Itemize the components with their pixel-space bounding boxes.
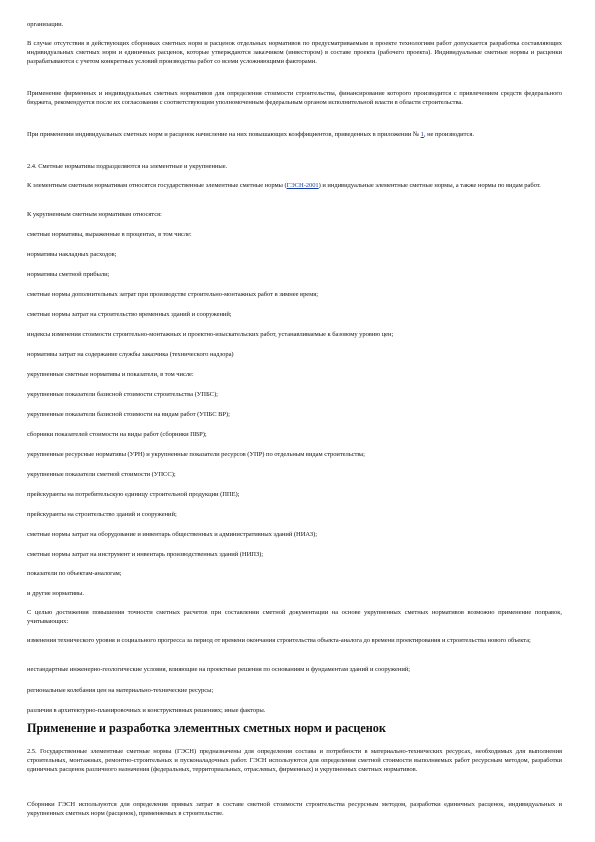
- list-item: изменения технического уровня и социального прогресса за период от времени окончания строительства объекта-аналога до времени проектирования и строительства нового объекта;: [27, 637, 531, 644]
- paragraph-text: ) и индивидуальные элементные сметные нормы, а также нормы по видам работ.: [318, 182, 541, 189]
- list-item: укрупненные ресурсные нормативы (УРН) и укрупненные показатели ресурсов (УПР) по отдельным видам строительства;: [27, 451, 365, 458]
- list-item: укрупненные показатели сметной стоимости (УПСС);: [27, 471, 176, 478]
- paragraph-text: При применении индивидуальных сметных норм и расценок начисление на них повышающих коэффициентов, приведенных в приложении №: [27, 131, 421, 138]
- paragraph: [27, 130, 562, 139]
- paragraph: [27, 181, 562, 190]
- list-item: укрупненные показатели базисной стоимости строительства (УПБС);: [27, 391, 218, 398]
- gesn-link[interactable]: ГЭСН-2001: [286, 182, 319, 189]
- list-item: сметные нормы затрат на строительство временных зданий и сооружений;: [27, 311, 232, 318]
- list-item: нестандартные инженерно-геологические условия, влияющие на проектные решения по основаниям и фундаментам зданий и сооружений;: [27, 666, 410, 673]
- paragraph: Применение фирменных и индивидуальных сметных нормативов для определения стоимости строительства, финансирование которого производится с привлечением средств федерального бюджета, рекомендуется после их согласования с соответствующим уполномоченным федеральным органом исполнительной власти в области строительства.: [27, 90, 562, 106]
- list-item: показатели по объектам-аналогам;: [27, 570, 122, 577]
- list-item: региональные колебания цен на материально-технические ресурсы;: [27, 687, 214, 694]
- paragraph: В случае отсутствия в действующих сборниках сметных норм и расценок отдельных нормативов по предусматриваемым в проекте технологиям работ допускается разработка составляющих индивидуальных сметных норм и единичных расценок, которые утверждаются заказчиком (инвестором) в составе проекта (рабочего проекта). Индивидуальные сметные нормы и расценки разрабатываются с учетом конкретных условий производства работ со всеми усложняющими факторами.: [27, 40, 562, 65]
- paragraph: 2.5. Государственные элементные сметные нормы (ГЭСН) предназначены для определения состава и потребности в материально-технических ресурсах, необходимых для выполнения строительных, монтажных, ремонтно-строительных и пусконаладочных работ. ГЭСН используются для определения сметной стоимости выполняемых работ ресурсным методом, разработки единичных расценок различного назначения (федеральных, территориальных, отраслевых, фирменных) и укрупненных сметных нормативов.: [27, 748, 562, 773]
- list-item: укрупненные показатели базисной стоимости на видам работ (УПБС ВР);: [27, 411, 230, 418]
- list-item: сметные нормативы, выраженные в процентах, в том числе:: [27, 231, 192, 238]
- list-item: различия в архитектурно-планировочных и конструктивных решениях; иные факторы.: [27, 707, 266, 714]
- list-item: нормативы затрат на содержание службы заказчика (технического надзора): [27, 351, 234, 358]
- list-item: и другие нормативы.: [27, 590, 84, 597]
- list-item: нормативы сметной прибыли;: [27, 271, 110, 278]
- list-item: сборники показателей стоимости на виды работ (сборники ПВР);: [27, 431, 207, 438]
- paragraph: К укрупненным сметным нормативам относятся:: [27, 211, 162, 218]
- paragraph-text: , не производится.: [423, 131, 474, 138]
- section-heading: Применение и разработка элементных сметных норм и расценок: [27, 721, 386, 735]
- list-item: сметные нормы дополнительных затрат при производстве строительно-монтажных работ в зимнее время;: [27, 291, 318, 298]
- list-item: прейскуранты на потребительскую единицу строительной продукции (ППЕ);: [27, 491, 240, 498]
- paragraph: Сборники ГЭСН используются для определения прямых затрат в составе сметной стоимости строительства ресурсным методом, разработки единичных расценок, индивидуальных и укрупненных сметных норм (расценок), применяемых в строительстве.: [27, 801, 562, 817]
- list-item: прейскуранты на строительство зданий и сооружений;: [27, 511, 177, 518]
- paragraph: 2.4. Сметные нормативы подразделяются на элементные и укрупненные.: [27, 163, 228, 170]
- appendix-link[interactable]: 1: [420, 131, 424, 138]
- list-item: сметные нормы затрат на оборудование и инвентарь общественных и административных зданий (НИАЗ);: [27, 531, 318, 538]
- paragraph: С целью достижения повышения точности сметных расчетов при составлении сметной документации на основе укрупненных сметных нормативов возможно применение поправок, учитывающих:: [27, 609, 562, 625]
- list-item: индексы изменения стоимости строительно-монтажных и проектно-изыскательских работ, устанавливаемые к базовому уровню цен;: [27, 331, 394, 338]
- paragraph: организации.: [27, 21, 64, 28]
- list-item: нормативы накладных расходов;: [27, 251, 117, 258]
- list-item: сметные нормы затрат на инструмент и инвентарь производственных зданий (НИПЗ);: [27, 551, 264, 558]
- list-item: укрупненные сметные нормативы и показатели, в том числе:: [27, 371, 194, 378]
- paragraph-text: К элементным сметным нормативам относятся государственные элементные сметные нормы (: [27, 182, 287, 189]
